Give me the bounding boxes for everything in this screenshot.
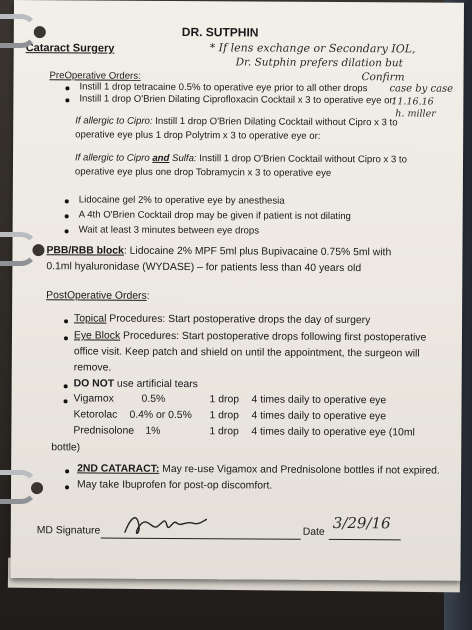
allergy-sulfa-text: operative eye plus one drop Tobramycin x 3 to operative eye [74, 166, 332, 179]
eyeblock-label: Eye Block [73, 330, 121, 342]
binder-ring [0, 232, 38, 266]
preop-item: Instill 1 drop tetracaine 0.5% to operative eye prior to all other drops [79, 81, 368, 95]
no-tears-line [74, 378, 198, 390]
bullet [64, 319, 68, 323]
second-cataract-label: 2ND CATARACT: [77, 463, 160, 475]
postop-heading-line [46, 290, 149, 302]
second-cataract-text: May re-use Vigamox and Prednisolone bottles if not expired. [159, 463, 440, 477]
preop-extra-item: Wait at least 3 minutes between eye drops [78, 224, 260, 237]
handwritten-date: 11.16.16 [391, 96, 434, 108]
bullet [65, 98, 69, 102]
med-bottle-note: bottle) [51, 442, 81, 454]
date-line [329, 539, 401, 540]
handwritten-initials: h. miller [395, 108, 436, 120]
eyeblock-line [74, 330, 426, 343]
binder-ring [0, 14, 38, 48]
topical-text: Procedures: Start postoperative drops the day of surgery [106, 313, 371, 327]
allergy-cipro-text: Instill 1 drop O'Brien Dilating Cocktail without Cipro x 3 to [155, 115, 398, 129]
document-page [10, 0, 464, 581]
med-dose: 1 drop [209, 426, 239, 438]
allergy-sulfa-line [75, 152, 407, 165]
med-name: Prednisolone [73, 425, 135, 437]
block-label: PBB/RBB block [46, 245, 124, 257]
no-tears-bold: DO NOT [73, 378, 115, 390]
signature-label: MD Signature [36, 525, 101, 537]
med-strength: 0.4% or 0.5% [129, 409, 192, 422]
allergy-cipro-text: operative eye plus 1 drop Polytrim x 3 to operative eye or: [75, 129, 321, 142]
bullet [64, 336, 68, 340]
postop-heading-colon: : [146, 290, 150, 302]
med-freq: 4 times daily to operative eye [251, 394, 387, 407]
bullet [65, 86, 69, 90]
second-cataract-line [77, 463, 440, 476]
ibuprofen-line: May take Ibuprofen for post-op discomfort. [77, 479, 273, 492]
bullet [65, 469, 69, 473]
allergy-sulfa-label: Sulfa: [169, 152, 197, 165]
med-freq: 4 times daily to operative eye [251, 410, 387, 423]
med-freq: 4 times daily to operative eye (10ml [251, 426, 415, 439]
topical-line [74, 313, 370, 326]
handwritten-sign-date: 3/29/16 [332, 513, 391, 533]
no-tears-text: use artificial tears [114, 378, 198, 391]
bullet [65, 199, 69, 203]
bullet [64, 399, 68, 403]
allergy-cipro-label: If allergic to Cipro: [75, 115, 153, 127]
handwritten-note-line: Dr. Sutphin prefers dilation but [235, 56, 403, 70]
allergy-sulfa-and: and [152, 152, 170, 164]
bullet [65, 229, 69, 233]
handwritten-note-line: case by case [389, 83, 454, 95]
postop-heading: PostOperative Orders [46, 290, 147, 302]
binder-ring [0, 470, 38, 504]
med-strength: 0.5% [141, 393, 166, 405]
handwritten-note-line: Confirm [361, 71, 405, 84]
preop-extra-item: Lidocaine gel 2% to operative eye by anesthesia [78, 194, 285, 207]
bullet [65, 214, 69, 218]
preop-item: Instill 1 drop O'Brien Dilating Ciprofloxacin Cocktail x 3 to operative eye or: [79, 93, 396, 107]
preop-extra-item: A 4th O'Brien Cocktail drop may be given if patient is not dilating [78, 209, 351, 223]
date-label: Date [302, 526, 325, 538]
block-line [46, 245, 391, 258]
eyeblock-text: remove. [73, 362, 112, 374]
eyeblock-text: office visit. Keep patch and shield on until the appointment, the surgeon will [73, 346, 420, 360]
allergy-cipro-line [75, 115, 397, 128]
bullet [64, 384, 68, 388]
doc-heading: Cataract Surgery [25, 42, 115, 55]
allergy-sulfa-text: Instill 1 drop O'Brien Cocktail without Cipro x 3 to [199, 153, 407, 166]
doc-title: DR. SUTPHIN [181, 25, 259, 40]
topical-label: Topical [74, 313, 107, 325]
bullet [65, 485, 69, 489]
block-text: 0.1ml hyaluronidase (WYDASE) – for patients less than 40 years old [46, 261, 362, 275]
signature-scribble [119, 507, 209, 542]
med-name: Vigamox [73, 393, 114, 405]
preop-heading: PreOperative Orders: [49, 70, 141, 82]
handwritten-note-line: * If lens exchange or Secondary IOL, [209, 41, 416, 56]
med-name: Ketorolac [73, 409, 118, 421]
block-text: : Lidocaine 2% MPF 5ml plus Bupivacaine 0.75% 5ml with [123, 245, 392, 259]
eyeblock-text: Procedures: Start postoperative drops following first postoperative [120, 330, 427, 344]
med-strength: 1% [145, 425, 161, 437]
med-dose: 1 drop [209, 410, 239, 422]
med-dose: 1 drop [209, 394, 240, 406]
allergy-sulfa-label: If allergic to Cipro [75, 152, 153, 164]
